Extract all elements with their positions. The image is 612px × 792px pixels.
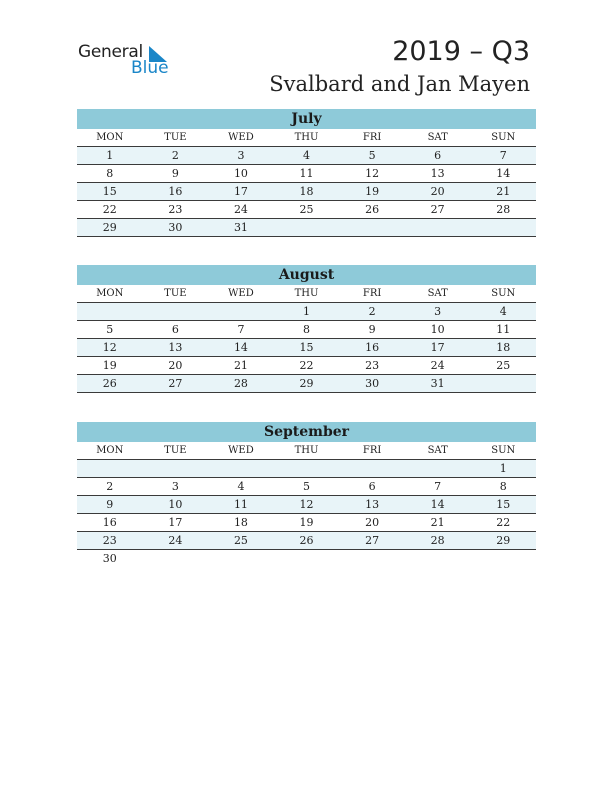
day-cell: 23: [168, 203, 183, 216]
day-cell: 13: [430, 167, 445, 180]
week-row: [77, 183, 536, 201]
day-cell: [339, 219, 405, 236]
page-subtitle-country: Svalbard and Jan Mayen: [269, 72, 530, 96]
weekday-label: WED: [228, 288, 254, 299]
day-cell: 4: [499, 305, 507, 318]
day-cell: [143, 460, 209, 477]
weekday-header-row: [77, 129, 536, 147]
day-cell: 26: [102, 377, 117, 390]
weekday-label: FRI: [362, 132, 382, 143]
day-cell: 22: [496, 516, 511, 529]
logo-text-blue: Blue: [131, 58, 169, 78]
day-cell: [77, 460, 143, 477]
week-row: [77, 321, 536, 339]
day-cell: 24: [430, 359, 445, 372]
weekday-label: SAT: [427, 445, 448, 456]
day-cell: 5: [368, 149, 376, 162]
day-cell: 6: [368, 480, 376, 493]
day-cell: 19: [299, 516, 314, 529]
day-cell: [208, 460, 274, 477]
month-title: July: [77, 109, 536, 129]
day-cell: [274, 219, 340, 236]
day-cell: 7: [237, 323, 245, 336]
day-cell: 28: [233, 377, 248, 390]
day-cell: 8: [499, 480, 507, 493]
day-cell: 22: [299, 359, 314, 372]
day-cell: 28: [430, 534, 445, 547]
day-cell: 20: [365, 516, 380, 529]
day-cell: 16: [365, 341, 380, 354]
weekday-label: FRI: [362, 288, 382, 299]
day-cell: 3: [237, 149, 245, 162]
day-cell: 19: [102, 359, 117, 372]
weekday-label: SUN: [491, 132, 516, 143]
day-cell: 9: [368, 323, 376, 336]
day-cell: 28: [496, 203, 511, 216]
day-cell: 10: [233, 167, 248, 180]
weekday-header-row: [77, 285, 536, 303]
day-cell: 20: [430, 185, 445, 198]
day-cell: [143, 550, 209, 567]
weekday-label: THU: [294, 132, 319, 143]
day-cell: 1: [303, 305, 311, 318]
day-cell: 7: [499, 149, 507, 162]
week-row: [77, 165, 536, 183]
day-cell: 18: [496, 341, 511, 354]
day-cell: 20: [168, 359, 183, 372]
day-cell: 13: [365, 498, 380, 511]
weekday-label: FRI: [362, 445, 382, 456]
day-cell: 26: [299, 534, 314, 547]
week-row: [77, 460, 536, 478]
day-cell: 15: [299, 341, 314, 354]
day-cell: 30: [365, 377, 380, 390]
day-cell: 14: [496, 167, 511, 180]
day-cell: 23: [365, 359, 380, 372]
day-cell: 21: [430, 516, 445, 529]
day-cell: 16: [168, 185, 183, 198]
day-cell: 11: [299, 167, 314, 180]
weekday-label: SAT: [427, 132, 448, 143]
day-cell: 27: [365, 534, 380, 547]
day-cell: 15: [496, 498, 511, 511]
week-row: [77, 147, 536, 165]
day-cell: [405, 219, 471, 236]
day-cell: 1: [499, 462, 507, 475]
logo-text-general: General: [78, 42, 143, 62]
day-cell: 17: [430, 341, 445, 354]
day-cell: [143, 303, 209, 320]
day-cell: 13: [168, 341, 183, 354]
week-row: [77, 550, 536, 567]
day-cell: 16: [102, 516, 117, 529]
day-cell: 3: [171, 480, 179, 493]
day-cell: 17: [168, 516, 183, 529]
day-cell: [208, 550, 274, 567]
day-cell: 27: [430, 203, 445, 216]
day-cell: 5: [303, 480, 311, 493]
week-row: [77, 375, 536, 393]
day-cell: 2: [368, 305, 376, 318]
day-cell: 26: [365, 203, 380, 216]
day-cell: 22: [102, 203, 117, 216]
day-cell: 25: [233, 534, 248, 547]
day-cell: 29: [496, 534, 511, 547]
month-title: August: [77, 265, 536, 285]
day-cell: [208, 303, 274, 320]
weekday-label: WED: [228, 132, 254, 143]
week-row: [77, 357, 536, 375]
day-cell: [339, 460, 405, 477]
day-cell: 9: [171, 167, 179, 180]
weekday-label: TUE: [164, 132, 187, 143]
month-july: [77, 109, 536, 237]
week-row: [77, 339, 536, 357]
day-cell: 11: [496, 323, 511, 336]
day-cell: 8: [303, 323, 311, 336]
day-cell: 5: [106, 323, 114, 336]
day-cell: [470, 375, 536, 392]
day-cell: 24: [233, 203, 248, 216]
page-title-year-quarter: 2019 – Q3: [392, 36, 530, 67]
day-cell: 9: [106, 498, 114, 511]
weekday-label: SUN: [491, 445, 516, 456]
day-cell: 27: [168, 377, 183, 390]
day-cell: 18: [299, 185, 314, 198]
weekday-label: SUN: [491, 288, 516, 299]
generalblue-logo: [78, 42, 178, 78]
weekday-label: MON: [96, 445, 124, 456]
week-row: [77, 478, 536, 496]
day-cell: 12: [365, 167, 380, 180]
month-august: [77, 265, 536, 393]
day-cell: 6: [434, 149, 442, 162]
weekday-label: THU: [294, 445, 319, 456]
day-cell: [470, 219, 536, 236]
day-cell: 30: [102, 552, 117, 565]
weekday-label: MON: [96, 132, 124, 143]
day-cell: 17: [233, 185, 248, 198]
day-cell: 1: [106, 149, 114, 162]
day-cell: 18: [233, 516, 248, 529]
day-cell: 10: [168, 498, 183, 511]
day-cell: 2: [106, 480, 114, 493]
day-cell: 19: [365, 185, 380, 198]
day-cell: [274, 550, 340, 567]
week-row: [77, 219, 536, 237]
day-cell: 31: [430, 377, 445, 390]
day-cell: 10: [430, 323, 445, 336]
week-row: [77, 514, 536, 532]
day-cell: 14: [233, 341, 248, 354]
week-row: [77, 532, 536, 550]
day-cell: 11: [233, 498, 248, 511]
weekday-label: MON: [96, 288, 124, 299]
day-cell: 12: [102, 341, 117, 354]
day-cell: 6: [171, 323, 179, 336]
day-cell: 29: [102, 221, 117, 234]
month-september: [77, 422, 536, 567]
day-cell: [405, 460, 471, 477]
day-cell: 14: [430, 498, 445, 511]
week-row: [77, 496, 536, 514]
day-cell: [405, 550, 471, 567]
day-cell: 3: [434, 305, 442, 318]
weekday-header-row: [77, 442, 536, 460]
day-cell: 24: [168, 534, 183, 547]
day-cell: [274, 460, 340, 477]
weekday-label: THU: [294, 288, 319, 299]
day-cell: 25: [496, 359, 511, 372]
month-title: September: [77, 422, 536, 442]
day-cell: 21: [496, 185, 511, 198]
day-cell: 23: [102, 534, 117, 547]
day-cell: 29: [299, 377, 314, 390]
weekday-label: SAT: [427, 288, 448, 299]
day-cell: 31: [233, 221, 248, 234]
day-cell: [77, 303, 143, 320]
day-cell: 4: [237, 480, 245, 493]
day-cell: 30: [168, 221, 183, 234]
day-cell: 15: [102, 185, 117, 198]
day-cell: [339, 550, 405, 567]
day-cell: 21: [233, 359, 248, 372]
weekday-label: TUE: [164, 445, 187, 456]
day-cell: 4: [303, 149, 311, 162]
day-cell: [470, 550, 536, 567]
day-cell: 7: [434, 480, 442, 493]
week-row: [77, 303, 536, 321]
week-row: [77, 201, 536, 219]
day-cell: 8: [106, 167, 114, 180]
day-cell: 12: [299, 498, 314, 511]
weekday-label: TUE: [164, 288, 187, 299]
day-cell: 25: [299, 203, 314, 216]
weekday-label: WED: [228, 445, 254, 456]
day-cell: 2: [171, 149, 179, 162]
